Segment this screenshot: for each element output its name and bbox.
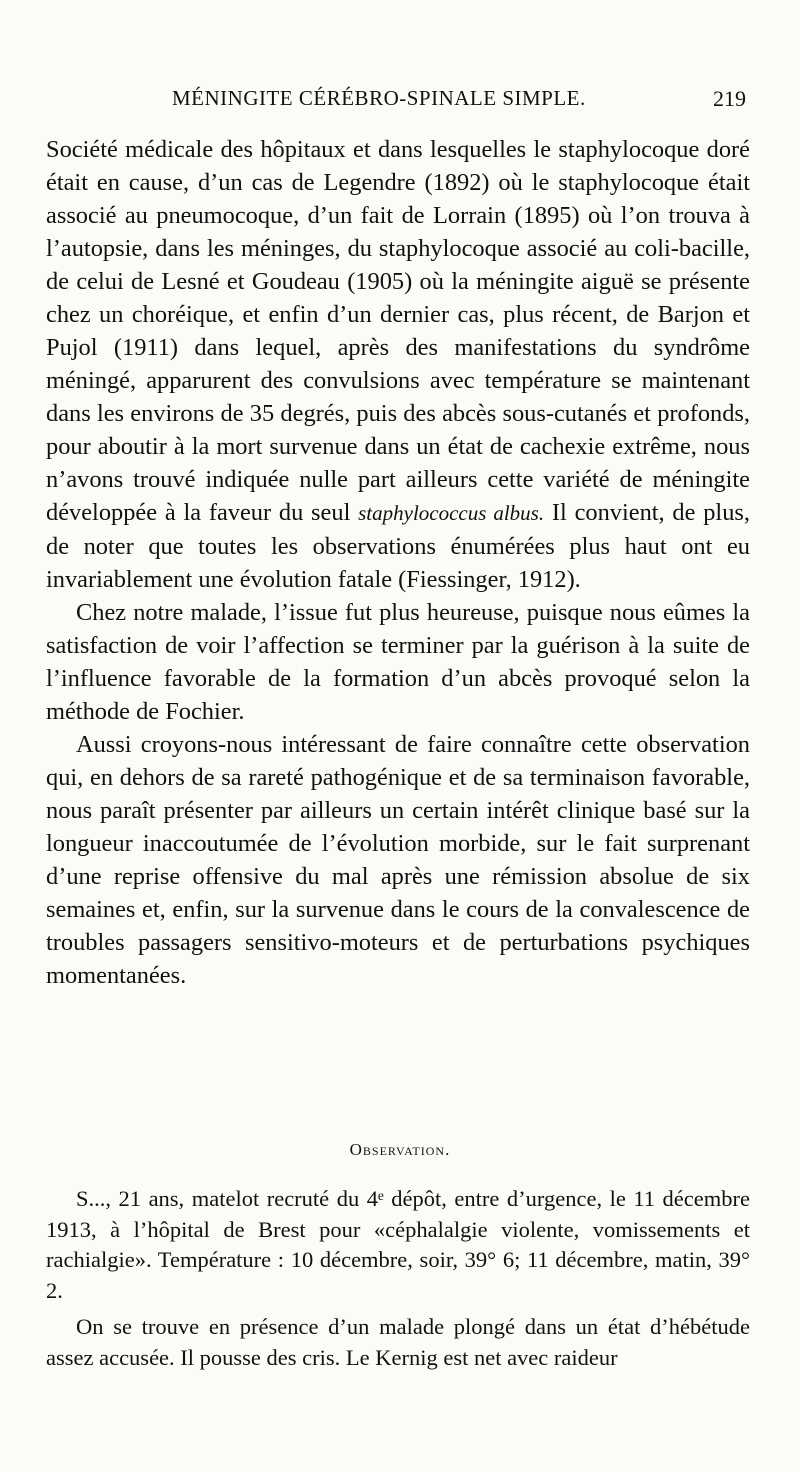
body-text: [46, 133, 750, 992]
paragraph-3: Aussi croyons-nous intéressant de faire connaître cette observation qui, en dehors de sa rareté pathogénique et de sa terminaison favorable, nous paraît présenter par ailleurs un certain intérêt clinique basé sur la longueur inaccoutumée de l’évolution morbide, sur le fait surprenant d’une reprise offensive du mal après une rémission absolue de six semaines et, enfin, sur la survenue dans le cours de la convalescence de troubles passagers sensitivo-moteurs et de perturbations psychiques momentanées.: [46, 731, 750, 989]
running-head: [172, 86, 754, 120]
observation-text: [46, 1184, 750, 1373]
paragraph-2: Chez notre malade, l’issue fut plus heureuse, puisque nous eûmes la satisfaction de voir l’affection se terminer par la guérison à la suite de l’influence favorable de la formation d’un abcès provoqué selon la méthode de Fochier.: [46, 599, 750, 725]
page-number: 219: [713, 86, 746, 111]
paragraph-1-text: Société médicale des hôpitaux et dans lesquelles le staphylocoque doré était en cause, d’un cas de Legendre (1892) où le staphylocoque était associé au pneumocoque, d’un fait de Lorrain (1895) où l’on trouva à l’autopsie, dans les méninges, du staphylocoque associé au coli-bacille, de celui de Lesné et Goudeau (1905) où la méningite aiguë se présente chez un choréique, et enfin d’un dernier cas, plus récent, de Barjon et Pujol (1911) dans lequel, après des manifestations du syndrôme méningé, apparurent des convulsions avec température se maintenant dans les environs de 35 degrés, puis des abcès sous-cutanés et profonds, pour aboutir à la mort survenue dans un état de cachexie extrême, nous n’avons trouvé indiquée nulle part ailleurs cette variété de méningite développée à la faveur du seul: [46, 136, 750, 526]
section-heading: Observation.: [349, 1140, 451, 1159]
observation-paragraph-2: On se trouve en présence d’un malade plongé dans un état d’hébétude assez accusée. Il pousse des cris. Le Kernig est net avec raideur: [46, 1314, 750, 1370]
italic-species-name: staphylococcus albus.: [358, 501, 545, 525]
observation-paragraph-1: S..., 21 ans, matelot recruté du 4ᵉ dépôt, entre d’urgence, le 11 décembre 1913, à l’hôpital de Brest pour «céphalalgie violente, vomissements et rachialgie». Température : 10 décembre, soir, 39° 6; 11 décembre, matin, 39° 2.: [46, 1186, 750, 1303]
paragraph-1: [46, 133, 750, 596]
paragraph-1-continuation: Il convient, de plus, de noter que toutes les observations énumérées plus haut ont eu invariablement une évolution fatale (Fiessinger, 1912).: [46, 499, 750, 593]
running-title: MÉNINGITE CÉRÉBRO-SPINALE SIMPLE.: [172, 86, 586, 110]
